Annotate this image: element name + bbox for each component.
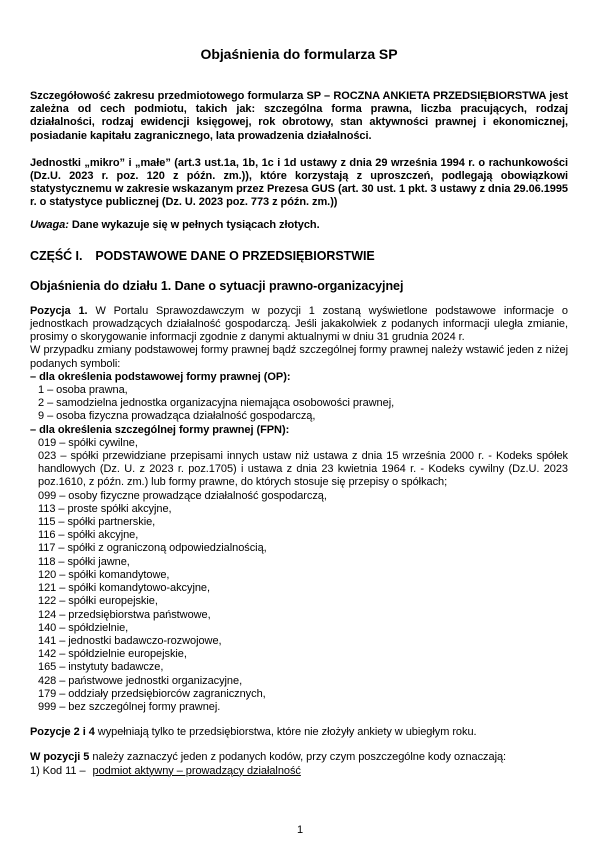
pozycje-2-4-paragraph [30, 726, 568, 739]
intro-paragraph-scope: Szczegółowość zakresu przedmiotowego formularza SP – ROCZNA ANKIETA PRZEDSIĘBIORSTWA jest zależna od cech podmiotu, takich jak: szczególna forma prawna, liczba pracujących, rodzaj działalności, rodzaj ewidencji księgowej, rok obrotowy, stan aktywności prawnej i ekonomicznej, posiadanie kapitału zagranicznego, lata prowadzenia działalności. [30, 90, 568, 142]
pozycja5-body: należy zaznaczyć jeden z podanych kodów, przy czym poszczególne kody oznaczają: [92, 751, 507, 764]
pozycja5-label: W pozycji 5 [30, 751, 90, 764]
fpn-code-item: 124 – przedsiębiorstwa państwowe, [38, 608, 211, 621]
fpn-code-item: 428 – państwowe jednostki organizacyjne, [38, 674, 243, 687]
fpn-code-item: 121 – spółki komandytowo-akcyjne, [38, 582, 210, 595]
fpn-code-item: 113 – proste spółki akcyjne, [38, 502, 172, 515]
section1-subheading: Objaśnienia do działu 1. Dane o sytuacji prawno-organizacyjnej [30, 278, 404, 293]
fpn-code-item: 179 – oddziały przedsiębiorców zagranicznych, [38, 687, 266, 700]
pozycja1-label: Pozycja 1. [30, 304, 88, 317]
kod11-definition: podmiot aktywny – prowadzący działalność [92, 764, 301, 777]
fpn-code-item: 115 – spółki partnerskie, [38, 516, 156, 529]
fpn-code-item: 118 – spółki jawne, [38, 555, 130, 568]
op-codes-heading: – dla określenia podstawowej formy prawnej (OP): [30, 370, 291, 383]
fpn-code-item: 999 – bez szczególnej formy prawnej. [38, 700, 221, 713]
page-number: 1 [296, 823, 304, 836]
fpn-code-item: 140 – spółdzielnie, [38, 621, 129, 634]
fpn-code-item: 122 – spółki europejskie, [38, 595, 158, 608]
fpn-code-item: 099 – osoby fizyczne prowadzące działalność gospodarczą, [38, 489, 327, 502]
part1-heading [30, 249, 568, 264]
kod11-line [30, 765, 568, 778]
fpn-code-item: 019 – spółki cywilne, [38, 436, 138, 449]
pozycja1-paragraph [30, 305, 568, 345]
page-title: Objaśnienia do formularza SP [200, 46, 398, 62]
pozycja5-paragraph [30, 751, 568, 764]
op-code-item: 2 – samodzielna jednostka organizacyjna niemająca osobowości prawnej, [38, 397, 395, 410]
op-code-item: 1 – osoba prawna, [38, 384, 128, 397]
fpn-codes-heading: – dla określenia szczególnej formy prawnej (FPN): [30, 423, 290, 436]
fpn-code-item: 120 – spółki komandytowe, [38, 568, 170, 581]
fpn-code-item: 142 – spółdzielnie europejskie, [38, 648, 187, 661]
pozycje-2-4-body: wypełniają tylko te przedsiębiorstwa, które nie złożyły ankiety w ubiegłym roku. [97, 726, 477, 739]
fpn-code-item: 023 – spółki przewidziane przepisami innych ustaw niż ustawa z dnia 15 września 2000 r. - Kodeks spółek handlowych (Dz. U. z 2023 r. poz.1705) i ustawa z dnia 23 kwietnia 1964 r. - Kodeks cywilny (Dz.U. 2023 poz.1610, z późn. zm.) lub formy prawne, do których stosuje się przepisy o spółkach; [38, 450, 568, 489]
pozycja1-body: W Portalu Sprawozdawczym w pozycji 1 zostaną wyświetlone podstawowe informacje o jednostkach prowadzących działalność gospodarczą. Jeśli jakakolwiek z podanych informacji uległa zmianie, prosimy o skorygowanie informacji zgodnie z danymi aktualnymi w dniu 31 grudnia 2024 r. [30, 304, 568, 344]
note-label: Uwaga: [30, 218, 69, 231]
note-line [30, 219, 568, 232]
pozycja1-block [30, 305, 568, 714]
fpn-code-item: 116 – spółki akcyjne, [38, 529, 139, 542]
op-code-item: 9 – osoba fizyczna prowadząca działalność gospodarczą, [38, 410, 316, 423]
part1-heading-number: CZĘŚĆ I. [30, 248, 83, 263]
part1-heading-text: PODSTAWOWE DANE O PRZEDSIĘBIORSTWIE [95, 248, 375, 263]
fpn-code-item: 165 – instytuty badawcze, [38, 661, 164, 674]
fpn-code-item: 141 – jednostki badawczo-rozwojowe, [38, 634, 222, 647]
fpn-code-item: 117 – spółki z ograniczoną odpowiedzialnością, [38, 542, 267, 555]
intro-paragraph-units: Jednostki „mikro” i „małe” (art.3 ust.1a, 1b, 1c i 1d ustawy z dnia 29 września 1994 r. o rachunkowości (Dz.U. 2023 r. poz. 120 z późn. zm.)), które korzystają z uproszczeń, podlegają obowiązkowi statystycznemu w zakresie wskazanym przez Prezesa GUS (art. 30 ust. 1 pkt. 3 ustawy z dnia 29.06.1995 r. o statystyce publicznej (Dz. U. 2023 poz. 773 z późn. zm.)) [30, 156, 568, 209]
note-text: Dane wykazuje się w pełnych tysiącach złotych. [71, 218, 320, 231]
pozycja1-body2: W przypadku zmiany podstawowej formy prawnej bądź szczególnej formy prawnej należy wstawić jeden z niżej podanych symboli: [30, 344, 568, 370]
pozycja5-block [30, 751, 568, 777]
kod11-prefix: 1) Kod 11 – [30, 764, 86, 777]
pozycje-2-4-label: Pozycje 2 i 4 [30, 726, 95, 739]
